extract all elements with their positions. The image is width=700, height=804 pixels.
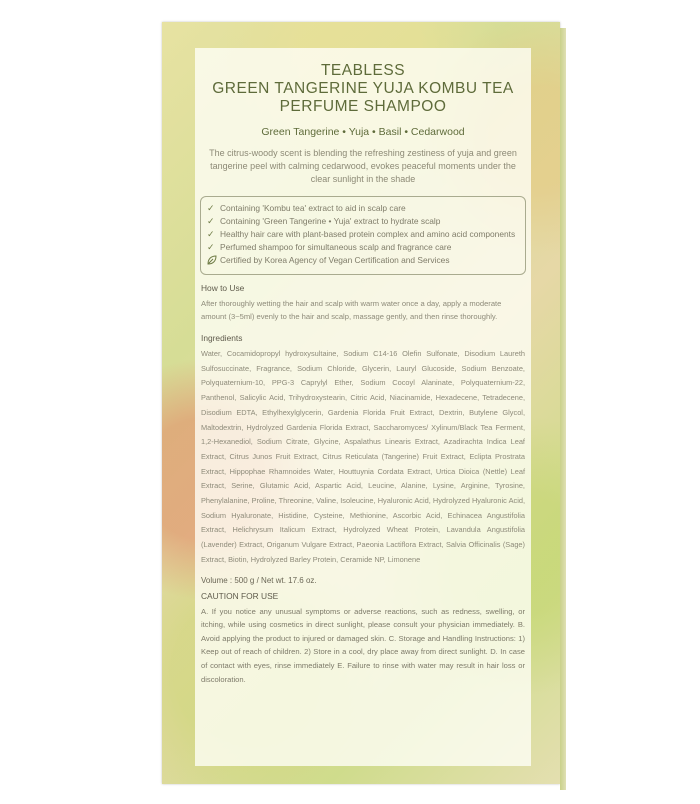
label-panel — [195, 48, 531, 766]
feature-text: Containing 'Green Tangerine • Yuja' extract to hydrate scalp — [220, 216, 441, 226]
scent-notes: Green Tangerine • Yuja • Basil • Cedarwood — [261, 126, 465, 138]
feature-text: Containing 'Kombu tea' extract to aid in scalp care — [220, 203, 406, 213]
volume-text: Volume : 500 g / Net wt. 17.6 oz. — [201, 575, 317, 585]
feature-item — [207, 216, 517, 226]
product-box — [162, 22, 560, 784]
check-icon: ✓ — [207, 216, 215, 226]
feature-item — [207, 242, 517, 252]
brand-name: TEABLESS — [320, 62, 406, 79]
feature-text: Perfumed shampoo for simultaneous scalp and fragrance care — [220, 242, 452, 252]
features-box — [200, 196, 526, 275]
feature-item — [207, 229, 517, 239]
ingredients-text: Water, Cocamidopropyl hydroxysultaine, Sodium C14-16 Olefin Sulfonate, Disodium Laureth Sulfosuccinate, Fragrance, Sodium Chloride, Glycerin, Lauryl Glucoside, Sodium Benzoate, Polyquaternium-10, PPG-3 Caprylyl Ether, Sodium Cocoyl Alaninate, Polyquaternium-22, Panthenol, Salicylic Acid, Trihydroxystearin, Citric Acid, Niacinamide, Hexadecene, Tetradecene, Disodium EDTA, Ethylhexylglycerin, Gardenia Florida Fruit Extract, Dextrin, Butylene Glycol, Maltodextrin, Hydrolyzed Gardenia Florida Extract, Saccharomyces/ Xylinum/Black Tea Ferment, 1,2-Hexanediol, Sodium Citrate, Glycine, Aspalathus Linearis Extract, Azadirachta Indica Leaf Extract, Citrus Junos Fruit Extract, Citrus Reticulata (Tangerine) Fruit Extract, Eclipta Prostrata Extract, Hippophae Rhamnoides Water, Houttuynia Cordata Extract, Urtica Dioica (Nettle) Leaf Extract, Serine, Glutamic Acid, Aspartic Acid, Leucine, Alanine, Lysine, Arginine, Tyrosine, Phenylalanine, Proline, Threonine, Valine, Isoleucine, Hyaluronic Acid, Hydrolyzed Hyaluronic Acid, Sodium Hyaluronate, Histidine, Cysteine, Methionine, Ascorbic Acid, Echinacea Angustifolia Extract, Helichrysum Italicum Extract, Hydrolyzed Wheat Protein, Lavandula Angustifolia (Lavender) Extract, Origanum Vulgare Extract, Paeonia Lactiflora Extract, Salvia Officinalis (Sage) Extract, Biotin, Hydrolyzed Barley Protein, Ceramide NP, Limonene — [201, 349, 525, 564]
how-to-use-heading: How to Use — [201, 283, 245, 293]
caution-text: A. If you notice any unusual symptoms or adverse reactions, such as redness, swelling, or itching, while using cosmetics in direct sunlight, please consult your physician immediately. B. Avoid applying the product to injured or damaged skin. C. Storage and Handling Instructions: 1) Keep out of reach of children. 2) Store in a cool, dry place away from direct sunlight. D. In case of contact with eyes, rinse immediately E. Failure to rinse with water may result in hair loss or discoloration. — [201, 606, 525, 684]
feature-text: Healthy hair care with plant-based protein complex and amino acid components — [220, 229, 516, 239]
check-icon: ✓ — [207, 242, 215, 252]
check-icon: ✓ — [207, 203, 215, 213]
product-name-line1: GREEN TANGERINE YUJA KOMBU TEA — [212, 80, 514, 97]
vegan-leaf-icon — [207, 255, 220, 267]
check-icon: ✓ — [207, 229, 215, 239]
feature-item — [207, 203, 517, 213]
feature-item — [207, 255, 517, 267]
product-name-line2: PERFUME SHAMPOO — [279, 98, 447, 115]
how-to-use-text: After thoroughly wetting the hair and scalp with warm water once a day, apply a moderate amount (3~5ml) evenly to the hair and scalp, massage gently, and then rinse thoroughly. — [201, 299, 502, 321]
caution-heading: CAUTION FOR USE — [201, 590, 279, 601]
ingredients-heading: Ingredients — [201, 333, 243, 343]
product-description: The citrus-woody scent is blending the refreshing zestiness of yuja and green tangerine peel with calming cedarwood, evokes peaceful moments under the clear sunlight in the shade — [209, 148, 517, 184]
feature-text: Certified by Korea Agency of Vegan Certification and Services — [220, 255, 450, 265]
